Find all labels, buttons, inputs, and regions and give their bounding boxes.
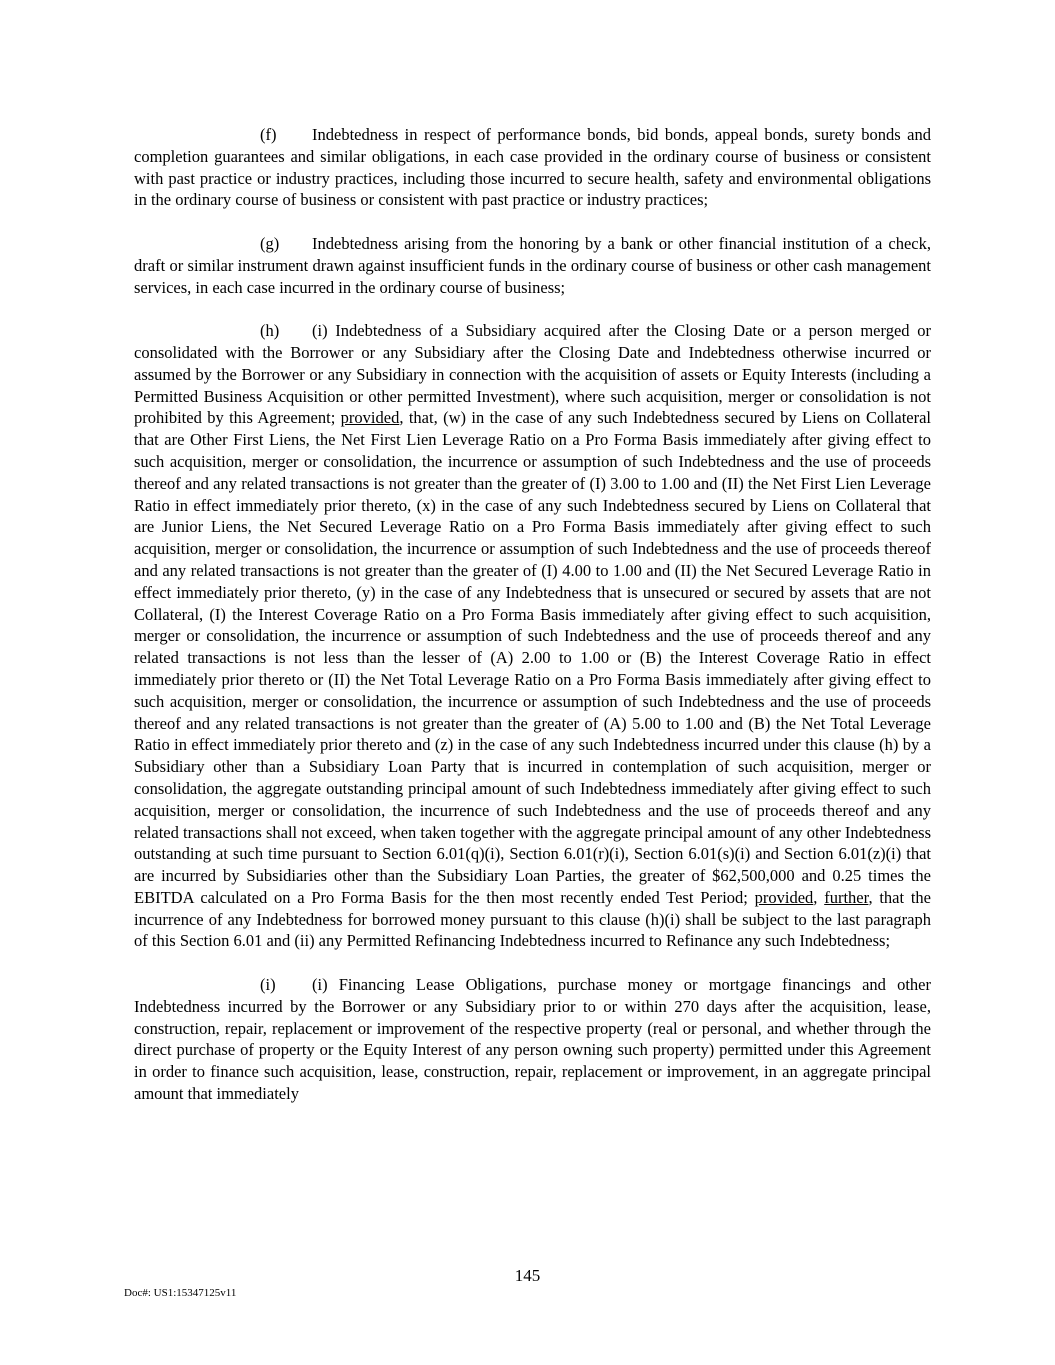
paragraph-h-text-part1: (i) Indebtedness of a Subsidiary acquired after the Closing Date or a person merged or consolidated with the Borrower or any Subsidiary after the Closing Date and Indebtedness otherwise incurred or assumed by the Borrower or any Subsidiary in connection with the acquisition of assets or Equity Interests (including a Permitted Business Acquisition or other permitted Investment), where such acquisition, merger or consolidation is not prohibited by this Agreement; (134, 321, 931, 428)
document-page (134, 124, 931, 1105)
paragraph-g (134, 233, 931, 298)
paragraph-f (134, 124, 931, 211)
paragraph-h (134, 320, 931, 952)
paragraph-h-text-part3: , that the incurrence of any Indebtedness for borrowed money pursuant to this clause (h)(i) shall be subject to the last paragraph of this Section 6.01 and (ii) any Permitted Refinancing Indebtedness incurred to Refinance any such Indebtedness; (134, 887, 932, 951)
paragraph-i (134, 974, 931, 1105)
paragraph-g-label: (g) (260, 233, 280, 253)
paragraph-f-text: Indebtedness in respect of performance bonds, bid bonds, appeal bonds, surety bonds and completion guarantees and similar obligations, in each case provided in the ordinary course of business or consistent with past practice or industry practices, including those incurred to secure health, safety and environmental obligations in the ordinary course of business or consistent with past practice or industry practices; (134, 125, 931, 210)
page-number: 145 (514, 1266, 541, 1285)
paragraph-i-text: (i) Financing Lease Obligations, purchase money or mortgage financings and other Indebtedness incurred by the Borrower or any Subsidiary prior to or within 270 days after the acquisition, lease, construction, repair, replacement or improvement of the respective property (real or personal, and whether through the direct purchase of property or the Equity Interest of any person owning such property) permitted under this Agreement in order to finance such acquisition, lease, construction, repair, replacement or improvement, in an aggregate principal amount that immediately (134, 975, 931, 1104)
paragraph-g-text: Indebtedness arising from the honoring by a bank or other financial institution of a check, draft or similar instrument drawn against insufficient funds in the ordinary course of business or other cash management services, in each case incurred in the ordinary course of business; (134, 233, 931, 297)
document-id: Doc#: US1:15347125v11 (124, 1287, 237, 1299)
provided-term-1: provided (340, 408, 400, 428)
paragraph-f-label: (f) (260, 125, 277, 144)
paragraph-i-label: (i) (260, 975, 276, 995)
further-term: further (824, 887, 869, 907)
paragraph-h-label: (h) (260, 321, 280, 341)
paragraph-h-comma: , (813, 887, 825, 907)
paragraph-h-text-part2: , that, (w) in the case of any such Indebtedness secured by Liens on Collateral that are Other First Liens, the Net First Lien Leverage Ratio on a Pro Forma Basis immediately after giving effect to such acquisition, merger or consolidation, the incurrence or assumption of such Indebtedness and the use of proceeds thereof and any related transactions is not greater than the greater of (I) 3.00 to 1.00 and (II) the Net First Lien Leverage Ratio in effect immediately prior thereto, (x) in the case of any such Indebtedness secured by Liens on Collateral that are Junior Liens, the Net Secured Leverage Ratio on a Pro Forma Basis immediately after giving effect to such acquisition, merger or consolidation, the incurrence or assumption of such Indebtedness and the use of proceeds thereof and any related transactions is not greater than the greater of (I) 4.00 to 1.00 and (II) the Net Secured Leverage Ratio in effect immediately prior thereto, (y) in the case of any Indebtedness that is unsecured or secured by assets that are not Collateral, (I) the Interest Coverage Ratio on a Pro Forma Basis immediately after giving effect to such acquisition, merger or consolidation, the incurrence or assumption of such Indebtedness and the use of proceeds thereof and any related transactions is not less than the lesser of (A) 2.00 to 1.00 or (B) the Interest Coverage Ratio in effect immediately prior thereto or (II) the Net Total Leverage Ratio on a Pro Forma Basis immediately after giving effect to such acquisition, merger or consolidation, the incurrence or assumption of such Indebtedness and the use of proceeds thereof and any related transactions is not greater than the greater of (A) 5.00 to 1.00 and (B) the Net Total Leverage Ratio in effect immediately prior thereto and (z) in the case of any such Indebtedness incurred under this clause (h) by a Subsidiary other than a Subsidiary Loan Party that is incurred in contemplation of such acquisition, merger or consolidation, the aggregate outstanding principal amount of such Indebtedness immediately after giving effect to such acquisition, merger or consolidation, the incurrence of such Indebtedness and the use of proceeds thereof and any related transactions shall not exceed, when taken together with the aggregate principal amount of any other Indebtedness outstanding at such time pursuant to Section 6.01(q)(i), Section 6.01(r)(i), Section 6.01(s)(i) and Section 6.01(z)(i) that are incurred by Subsidiaries other than the Subsidiary Loan Parties, the greater of $62,500,000 and 0.25 times the EBITDA calculated on a Pro Forma Basis for the then most recently ended Test Period; (134, 408, 931, 907)
provided-term-2: provided (754, 887, 814, 907)
